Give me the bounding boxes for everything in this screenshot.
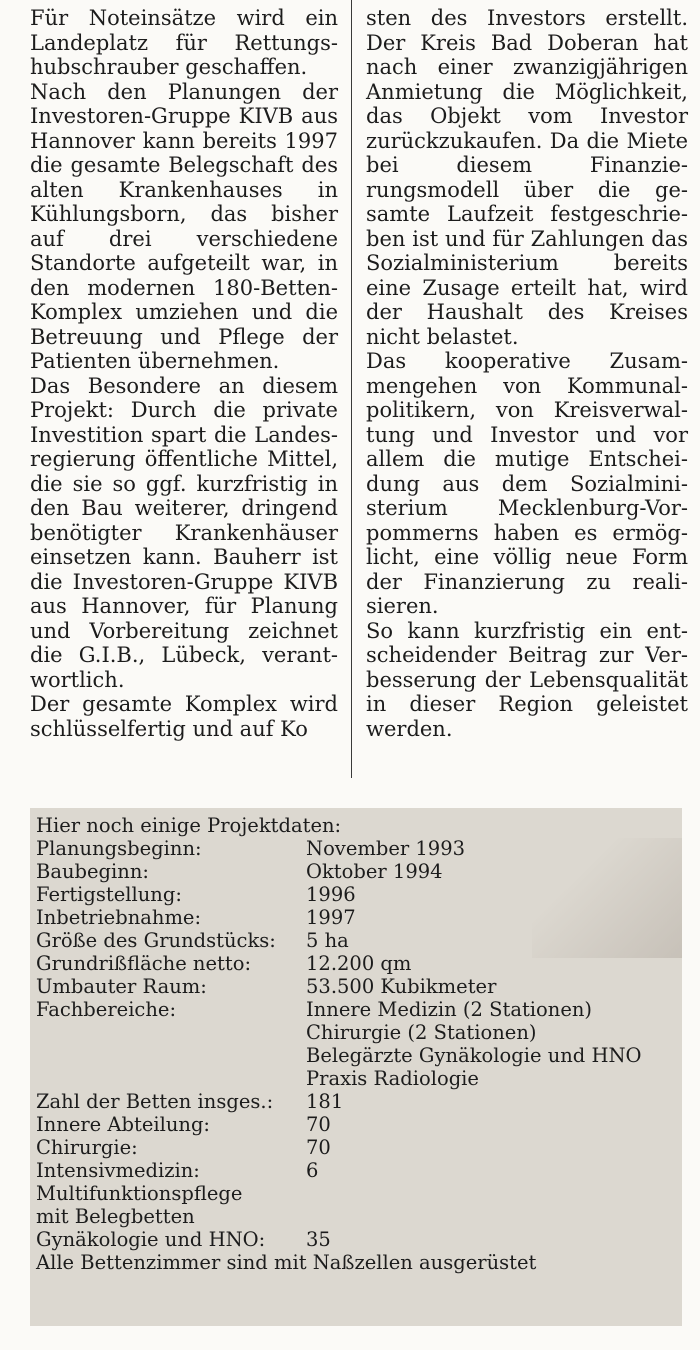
- paragraph: Der gesamte Komplex wird schlüsselfertig und auf Ko: [30, 692, 338, 741]
- fact-label: mit Belegbetten: [36, 1205, 195, 1228]
- fact-label: [36, 1021, 306, 1044]
- fact-row: [36, 906, 642, 929]
- fact-row: [36, 883, 642, 906]
- fact-row: [36, 1136, 642, 1159]
- fact-row: [36, 1228, 642, 1251]
- fact-row: [36, 1113, 642, 1136]
- article-column-right: [366, 6, 688, 741]
- project-data-box: [30, 808, 682, 1326]
- fact-row: [36, 1182, 642, 1205]
- project-data-footer: Alle Bettenzimmer sind mit Naßzellen ausgerüstet: [36, 1251, 537, 1274]
- fact-value: November 1993: [306, 837, 466, 860]
- fact-label: [36, 1044, 306, 1067]
- fact-label: Chirurgie:: [36, 1136, 138, 1159]
- paragraph: Nach den Planungen der Investoren-Gruppe KIVB aus Hannover kann bereits 1997 die gesamte Belegschaft des alten Krankenhauses in Kühlungsborn, das bisher auf drei verschiedene Standorte aufgeteilt war, in den modernen 180-Betten-Komplex umziehen und die Betreuung und Pflege der Patienten übernehmen.: [30, 79, 338, 373]
- fact-row: [36, 860, 642, 883]
- paragraph: sten des Investors erstellt. Der Kreis Bad Doberan hat nach einer zwanzigjährigen Anmietung die Möglichkeit, das Objekt vom Investor zurückzukaufen. Da die Miete bei diesem Finanzierungsmodell über die gesamte Laufzeit festgeschrieben ist und für Zahlungen das Sozialministerium bereits eine Zusage erteilt hat, wird der Haushalt des Kreises nicht belastet.: [366, 6, 688, 349]
- fact-label: Größe des Grundstücks:: [36, 929, 276, 952]
- fact-row: [36, 975, 642, 998]
- fact-value: [306, 1182, 642, 1205]
- fact-label: Baubeginn:: [36, 860, 149, 883]
- fact-row: [36, 929, 642, 952]
- fact-value: 70: [306, 1113, 331, 1136]
- fact-label: Zahl der Betten insges.:: [36, 1090, 274, 1113]
- fact-row: [36, 998, 642, 1021]
- project-data-intro: Hier noch einige Projektdaten:: [36, 814, 342, 837]
- fact-label: Innere Abteilung:: [36, 1113, 211, 1136]
- fact-value: 181: [306, 1090, 344, 1113]
- fact-label: Fachbereiche:: [36, 998, 177, 1021]
- fact-row: [36, 837, 642, 860]
- fact-value: [306, 1205, 642, 1228]
- fact-row: [36, 1044, 642, 1067]
- fact-row: [36, 1090, 642, 1113]
- fact-value: Praxis Radiologie: [306, 1067, 479, 1090]
- fact-value: Innere Medizin (2 Stationen): [306, 998, 593, 1021]
- paragraph: Für Noteinsätze wird ein Landeplatz für Rettungshubschrauber geschaffen.: [30, 6, 338, 79]
- fact-label: Inbetriebnahme:: [36, 906, 202, 929]
- fact-label: [36, 1067, 306, 1090]
- column-divider: [351, 0, 352, 778]
- fact-row: [36, 1159, 642, 1182]
- fact-label: Gynäkologie und HNO:: [36, 1228, 266, 1251]
- fact-row: [36, 1067, 642, 1090]
- fact-value: 1997: [306, 906, 356, 929]
- fact-value: 6: [306, 1159, 319, 1182]
- fact-row: [36, 952, 642, 975]
- project-data-content: [36, 814, 682, 1274]
- fact-row: [36, 1021, 642, 1044]
- paragraph: So kann kurzfristig ein entscheidender Beitrag zur Verbesserung der Lebensqualität in dieser Region geleistet werden.: [366, 618, 688, 741]
- fact-value: 1996: [306, 883, 356, 906]
- fact-value: Oktober 1994: [306, 860, 443, 883]
- fact-label: Multifunktionspflege: [36, 1182, 243, 1205]
- fact-value: 53.500 Kubikmeter: [306, 975, 497, 998]
- fact-value: 70: [306, 1136, 331, 1159]
- fact-value: 5 ha: [306, 929, 349, 952]
- fact-value: Belegärzte Gynäkologie und HNO: [306, 1044, 642, 1067]
- fact-label: Planungsbeginn:: [36, 837, 202, 860]
- fact-row: [36, 1205, 642, 1228]
- project-facts-table: [36, 837, 642, 1251]
- fact-value: 12.200 qm: [306, 952, 412, 975]
- fact-label: Fertigstellung:: [36, 883, 182, 906]
- article-column-left: [30, 6, 338, 741]
- fact-label: Umbauter Raum:: [36, 975, 207, 998]
- fact-label: Grundrißfläche netto:: [36, 952, 252, 975]
- fact-value: Chirurgie (2 Stationen): [306, 1021, 537, 1044]
- fact-value: 35: [306, 1228, 331, 1251]
- paragraph: Das kooperative Zusammengehen von Kommunalpolitikern, von Kreisverwaltung und Investor und vor allem die mutige Entscheidung aus dem Sozialministerium Mecklenburg-Vorpommerns haben es ermöglicht, eine völlig neue Form der Finanzierung zu realisieren.: [366, 349, 688, 618]
- paragraph: Das Besondere an diesem Projekt: Durch die private Investition spart die Landesregierung öffentliche Mittel, die sie so ggf. kurzfristig in den Bau weiterer, dringend benötigter Krankenhäuser einsetzen kann. Bauherr ist die Investoren-Gruppe KIVB aus Hannover, für Planung und Vorbereitung zeichnet die G.I.B., Lübeck, verantwortlich.: [30, 373, 338, 692]
- fact-label: Intensivmedizin:: [36, 1159, 200, 1182]
